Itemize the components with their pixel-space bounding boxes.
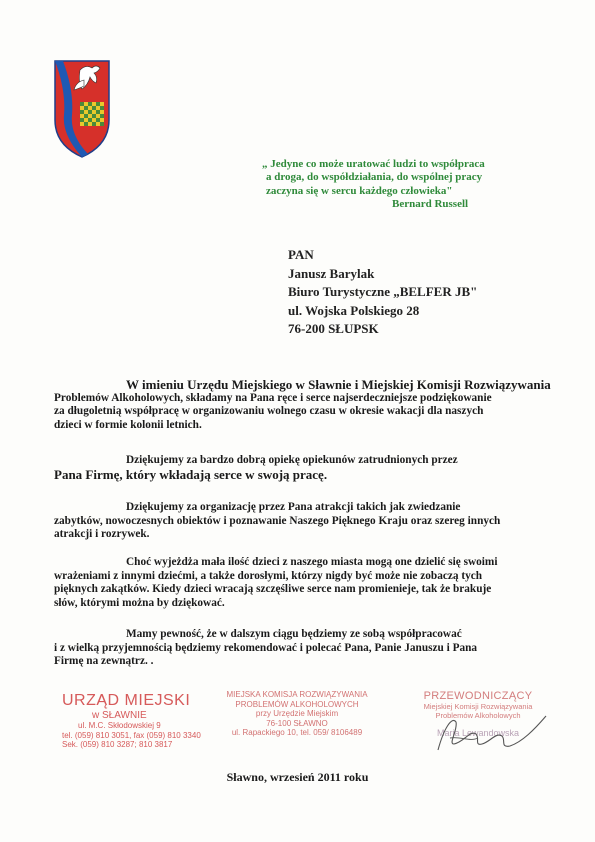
- commission-stamp-line: ul. Rapackiego 10, tel. 059/ 8106489: [231, 728, 363, 738]
- office-stamp: [62, 692, 212, 750]
- paragraph-line: pięknych zakątków. Kiedy dzieci wracają szczęśliwe serce nam promienieje, tak że brakuje: [54, 583, 492, 596]
- office-stamp-title: URZĄD MIEJSKI: [62, 692, 191, 709]
- paragraph-line: Problemów Alkoholowych, składamy na Pana ręce i serce najserdeczniejsze podziękowanie: [54, 391, 492, 404]
- chair-stamp-name: Maria Lewandowska: [436, 728, 520, 738]
- paragraph-line: atrakcji i rozrywek.: [54, 528, 150, 541]
- paragraph-line: Dziękujemy za bardzo dobrą opiekę opiekunów zatrudnionych przez: [126, 454, 458, 466]
- commission-stamp-line: przy Urzędzie Miejskim: [255, 709, 339, 719]
- recipient-street: ul. Wojska Polskiego 28: [288, 302, 420, 318]
- recipient-salutation: PAN: [288, 247, 314, 262]
- chair-stamp-head: PRZEWODNICZĄCY: [423, 690, 533, 702]
- office-stamp-line: Sek. (059) 810 3287; 810 3817: [62, 740, 173, 749]
- paragraph-line: Mamy pewność, że w dalszym ciągu będziemy ze sobą współpracować: [126, 628, 462, 640]
- chair-stamp-line: Miejskiej Komisji Rozwiązywania: [423, 702, 533, 711]
- quote-line: „ Jedyne co może uratować ludzi to współpraca: [262, 158, 485, 170]
- quote-block: [262, 158, 532, 211]
- date-place: Sławno, wrzesień 2011 roku: [226, 770, 369, 784]
- paragraph-5: [54, 628, 544, 669]
- quote-author: Bernard Russell: [392, 197, 469, 210]
- recipient-name: Janusz Barylak: [288, 265, 375, 281]
- paragraph-line: Pana Firmę, który wkładają serce w swoją pracę.: [54, 466, 328, 482]
- paragraph-line: Dziękujemy za organizację przez Pana atrakcji takich jak zwiedzanie: [126, 501, 461, 513]
- paragraph-line: Firmę na zewnątrz. .: [54, 655, 154, 668]
- commission-stamp-line: 76-100 SŁAWNO: [266, 718, 328, 728]
- paragraph-1: [54, 377, 551, 433]
- office-stamp-line: tel. (059) 810 3051, fax (059) 810 3340: [62, 730, 201, 740]
- paragraph-line: za długoletnią współpracę w organizowaniu wolnego czasu w okresie wakacji dla naszych: [54, 405, 484, 418]
- paragraph-line: zabytków, nowoczesnych obiektów i poznawanie Naszego Pięknego Kraju oraz szereg innych: [54, 514, 501, 527]
- paragraph-line: dzieci w formie kolonii letnich.: [54, 419, 202, 432]
- commission-stamp: [222, 690, 372, 738]
- recipient-city: 76-200 SŁUPSK: [288, 321, 379, 336]
- office-stamp-sub: w SŁAWNIE: [92, 710, 147, 721]
- paragraph-line: W imieniu Urzędu Miejskiego w Sławnie i Miejskiej Komisji Rozwiązywania: [126, 377, 551, 392]
- paragraph-line: Choć wyjeżdża mała ilość dzieci z naszego miasta mogą one dzielić się swoimi: [126, 556, 498, 568]
- recipient-address: [288, 246, 477, 339]
- handwritten-signature: [430, 708, 560, 758]
- chair-stamp-line: Problemów Alkoholowych: [435, 711, 521, 720]
- quote-line: zaczyna się w sercu każdego człowieka": [266, 184, 453, 197]
- recipient-company: Biuro Turystyczne „BELFER JB": [288, 284, 478, 299]
- paragraph-line: i z wielką przyjemnością będziemy rekomendować i polecać Pana, Panie Januszu i Pana: [54, 641, 478, 654]
- office-stamp-line: ul. M.C. Skłodowskiej 9: [78, 721, 161, 730]
- quote-line: a droga, do współdziałania, do wspólnej pracy: [266, 171, 483, 184]
- paragraph-line: wrażeniami z innymi dziećmi, a także dorosłymi, którzy nigdy być może nie zobaczą tych: [54, 569, 483, 582]
- paragraph-2: [54, 454, 544, 481]
- commission-stamp-line: PROBLEMÓW ALKOHOLOWYCH: [235, 699, 359, 709]
- paragraph-line: słów, którymi można by dziękować.: [54, 597, 225, 610]
- commission-stamp-line: MIEJSKA KOMISJA ROZWIĄZYWANIA: [226, 690, 368, 699]
- coat-of-arms-eagle-icon: [54, 60, 110, 158]
- paragraph-4: [54, 556, 544, 611]
- paragraph-3: [54, 501, 544, 542]
